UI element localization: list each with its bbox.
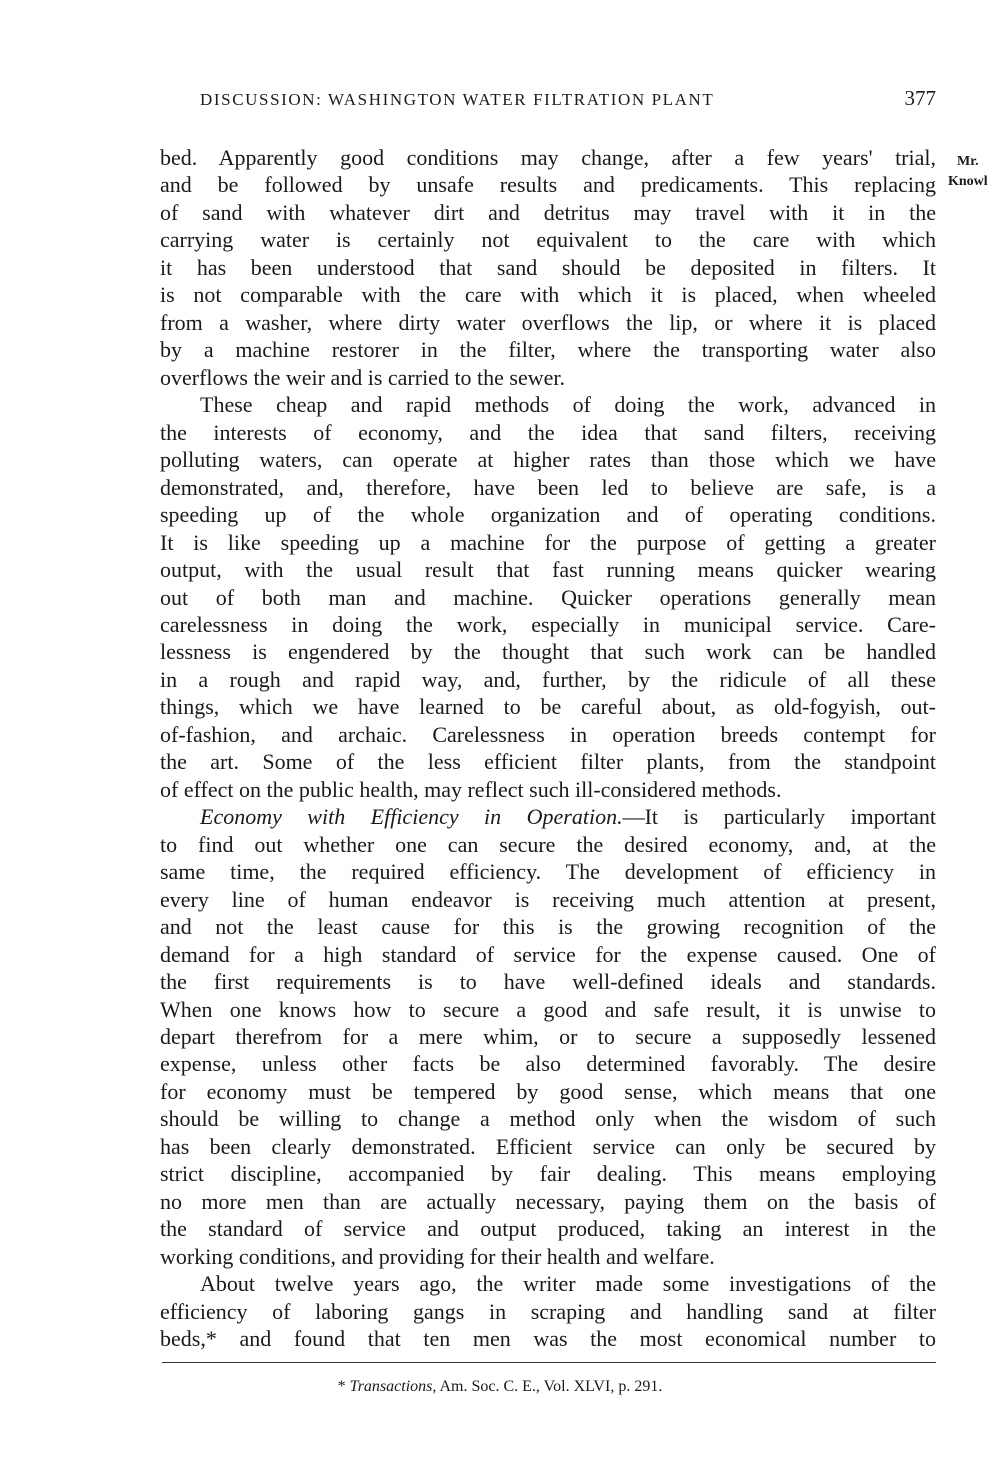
text-line: of-fashion, and archaic. Carelessness in operation breeds contempt for — [160, 721, 936, 747]
section-heading: Economy with Efficiency in Operation. — [200, 804, 623, 830]
text-line: should be willing to change a method only when the wisdom of such — [160, 1106, 936, 1132]
text-line: every line of human endeavor is receiving much attention at present, — [160, 886, 936, 912]
footnote-citation: , Am. Soc. C. E., Vol. XLVI, p. 291. — [432, 1378, 663, 1395]
text-line: and not the least cause for this is the growing recognition of the — [160, 914, 936, 940]
footnote-journal: Transactions — [349, 1378, 433, 1395]
body-text — [160, 144, 936, 1353]
text-line: expense, unless other facts be also determined favorably. The desire — [160, 1051, 936, 1077]
page-number: 377 — [904, 86, 936, 110]
text-line: in a rough and rapid way, and, further, by the ridicule of all these — [160, 666, 936, 692]
text-line: efficiency of laboring gangs in scraping and handling sand at filter — [160, 1298, 936, 1324]
footnote — [0, 1378, 1000, 1396]
text-line: the interests of economy, and the idea that sand filters, receiving — [160, 419, 936, 445]
running-header — [160, 86, 936, 116]
text-line: from a washer, where dirty water overflows the lip, or where it is placed — [160, 309, 936, 335]
footnote-rule — [162, 1362, 936, 1363]
text-run: —It is particularly important — [622, 804, 936, 830]
text-line: working conditions, and providing for their health and welfare. — [160, 1243, 715, 1269]
text-line: overflows the weir and is carried to the sewer. — [160, 364, 566, 390]
text-line: It is like speeding up a machine for the purpose of getting a greater — [160, 529, 936, 555]
text-line: to find out whether one can secure the desired economy, and, at the — [160, 831, 936, 857]
text-line: and be followed by unsafe results and predicaments. This replacing — [160, 172, 936, 198]
text-line: These cheap and rapid methods of doing the work, advanced in — [200, 392, 936, 418]
text-line: for economy must be tempered by good sense, which means that one — [160, 1078, 936, 1104]
text-line: beds,* and found that ten men was the most economical number to — [160, 1326, 936, 1352]
text-line: it has been understood that sand should be deposited in filters. It — [160, 254, 936, 280]
text-line: out of both man and machine. Quicker operations generally mean — [160, 584, 936, 610]
text-line: carrying water is certainly not equivalent to the care with which — [160, 227, 936, 253]
text-line: has been clearly demonstrated. Efficient service can only be secured by — [160, 1133, 936, 1159]
paragraph — [160, 144, 936, 391]
paragraph — [160, 803, 936, 1270]
margin-note — [948, 152, 988, 192]
text-line: About twelve years ago, the writer made some investigations of the — [200, 1271, 936, 1297]
text-line: strict discipline, accompanied by fair dealing. This means employing — [160, 1161, 936, 1187]
text-line: demand for a high standard of service for the expense caused. One of — [160, 941, 936, 967]
text-line: same time, the required efficiency. The development of efficiency in — [160, 859, 936, 885]
text-line: speeding up of the whole organization and of operating conditions. — [160, 502, 936, 528]
margin-note-line: Knowl — [948, 174, 988, 189]
text-line: the art. Some of the less efficient filter plants, from the standpoint — [160, 749, 936, 775]
text-line — [160, 803, 936, 830]
text-line: demonstrated, and, therefore, have been led to believe are safe, is a — [160, 474, 936, 500]
text-line: lessness is engendered by the thought that such work can be handled — [160, 639, 936, 665]
text-line: polluting waters, can operate at higher rates than those which we have — [160, 447, 936, 473]
text-line: bed. Apparently good conditions may change, after a few years' trial, — [160, 145, 936, 170]
text-line: the first requirements is to have well-defined ideals and standards. — [160, 969, 936, 995]
text-line: is not comparable with the care with which it is placed, when wheeled — [160, 282, 936, 308]
paragraph — [160, 1270, 936, 1352]
footnote-marker: * — [337, 1378, 346, 1395]
text-line: output, with the usual result that fast running means quicker wearing — [160, 557, 936, 583]
running-title: DISCUSSION: WASHINGTON WATER FILTRATION PLANT — [200, 90, 715, 109]
text-line: When one knows how to secure a good and safe result, it is unwise to — [160, 996, 936, 1022]
margin-note-line: Mr. — [957, 154, 979, 169]
text-line: no more men than are actually necessary, paying them on the basis of — [160, 1188, 936, 1214]
text-line: depart therefrom for a mere whim, or to secure a supposedly lessened — [160, 1024, 936, 1049]
text-line: of sand with whatever dirt and detritus may travel with it in the — [160, 199, 936, 225]
text-line: by a machine restorer in the filter, where the transporting water also — [160, 337, 936, 363]
text-line: carelessness in doing the work, especially in municipal service. Care- — [160, 611, 936, 637]
text-line: things, which we have learned to be careful about, as old-fogyish, out- — [160, 694, 936, 720]
paragraph — [160, 391, 936, 803]
text-line: the standard of service and output produced, taking an interest in the — [160, 1216, 936, 1242]
text-line: of effect on the public health, may reflect such ill-considered methods. — [160, 776, 782, 802]
